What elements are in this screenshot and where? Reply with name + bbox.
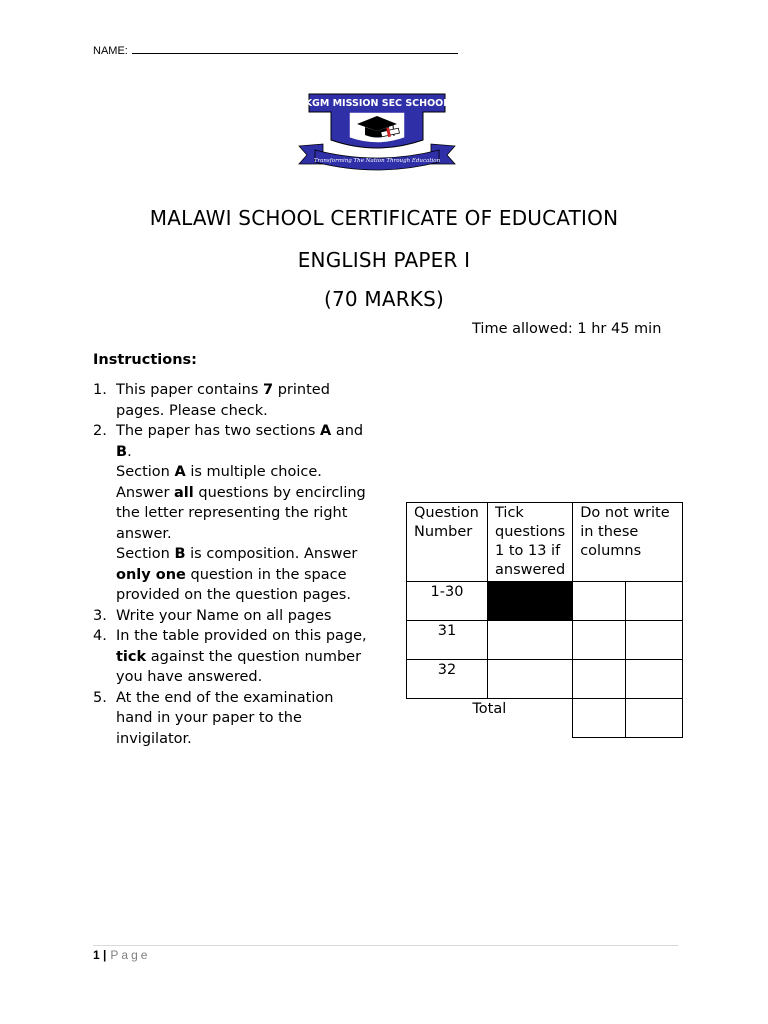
name-field[interactable] bbox=[93, 44, 458, 57]
marks-title: (70 MARKS) bbox=[323, 287, 445, 311]
school-motto-text: Transforming The Nation Through Education bbox=[313, 158, 441, 164]
instruction-item-5: 5. At the end of the examination hand in your paper to the invigilator. bbox=[93, 689, 334, 747]
table-row bbox=[407, 582, 683, 621]
time-allowed: Time allowed: 1 hr 45 min bbox=[472, 321, 662, 337]
instruction-item-3: 3. Write your Name on all pages bbox=[93, 607, 332, 624]
table-row bbox=[407, 621, 683, 660]
tick-cell[interactable] bbox=[488, 621, 573, 660]
school-logo bbox=[293, 90, 461, 172]
table-total-row bbox=[407, 699, 683, 738]
instruction-item-2: 2. The paper has two sections A and B. Section A is multiple choice. Answer all questions by encircling the letter representing the right answer. Section B is composition. Answer only one question in the space provided on the question pages. bbox=[93, 423, 366, 603]
table-row bbox=[407, 660, 683, 699]
footer-divider bbox=[93, 945, 678, 946]
page-separator: | bbox=[103, 948, 107, 962]
answer-table bbox=[406, 502, 683, 738]
question-number-cell: 32 bbox=[407, 660, 488, 699]
marks-cell bbox=[573, 660, 626, 699]
name-blank-line[interactable] bbox=[132, 44, 458, 54]
name-label: NAME: bbox=[93, 45, 128, 57]
header-tick-questions: Tick questions 1 to 13 if answered bbox=[488, 503, 573, 582]
page-footer bbox=[93, 948, 150, 962]
total-label: Total bbox=[472, 701, 507, 717]
paper-title: ENGLISH PAPER I bbox=[297, 248, 471, 272]
shaded-tick-cell bbox=[488, 582, 573, 621]
marks-cell bbox=[573, 582, 626, 621]
header-do-not-write: Do not write in these columns bbox=[573, 503, 683, 582]
marks-cell bbox=[626, 621, 683, 660]
table-header-row bbox=[407, 503, 683, 582]
instruction-item-4: 4. In the table provided on this page, tick against the question number you have answered. bbox=[93, 628, 367, 685]
instruction-item-1: 1. This paper contains 7 printed pages. Please check. bbox=[93, 382, 330, 419]
marks-cell bbox=[626, 582, 683, 621]
school-name-text: KGM MISSION SEC SCHOOL bbox=[304, 98, 450, 109]
page-number: 1 bbox=[93, 948, 100, 962]
tick-cell[interactable] bbox=[488, 660, 573, 699]
instructions-title: Instructions: bbox=[93, 352, 197, 368]
instructions-list bbox=[93, 380, 368, 749]
question-number-cell: 31 bbox=[407, 621, 488, 660]
exam-title: MALAWI SCHOOL CERTIFICATE OF EDUCATION bbox=[149, 206, 619, 230]
page-label: Page bbox=[110, 948, 151, 962]
total-cell bbox=[573, 699, 626, 738]
header-question-number: Question Number bbox=[407, 503, 488, 582]
question-number-cell: 1-30 bbox=[407, 582, 488, 621]
marks-cell bbox=[573, 621, 626, 660]
marks-cell bbox=[626, 660, 683, 699]
total-cell bbox=[626, 699, 683, 738]
